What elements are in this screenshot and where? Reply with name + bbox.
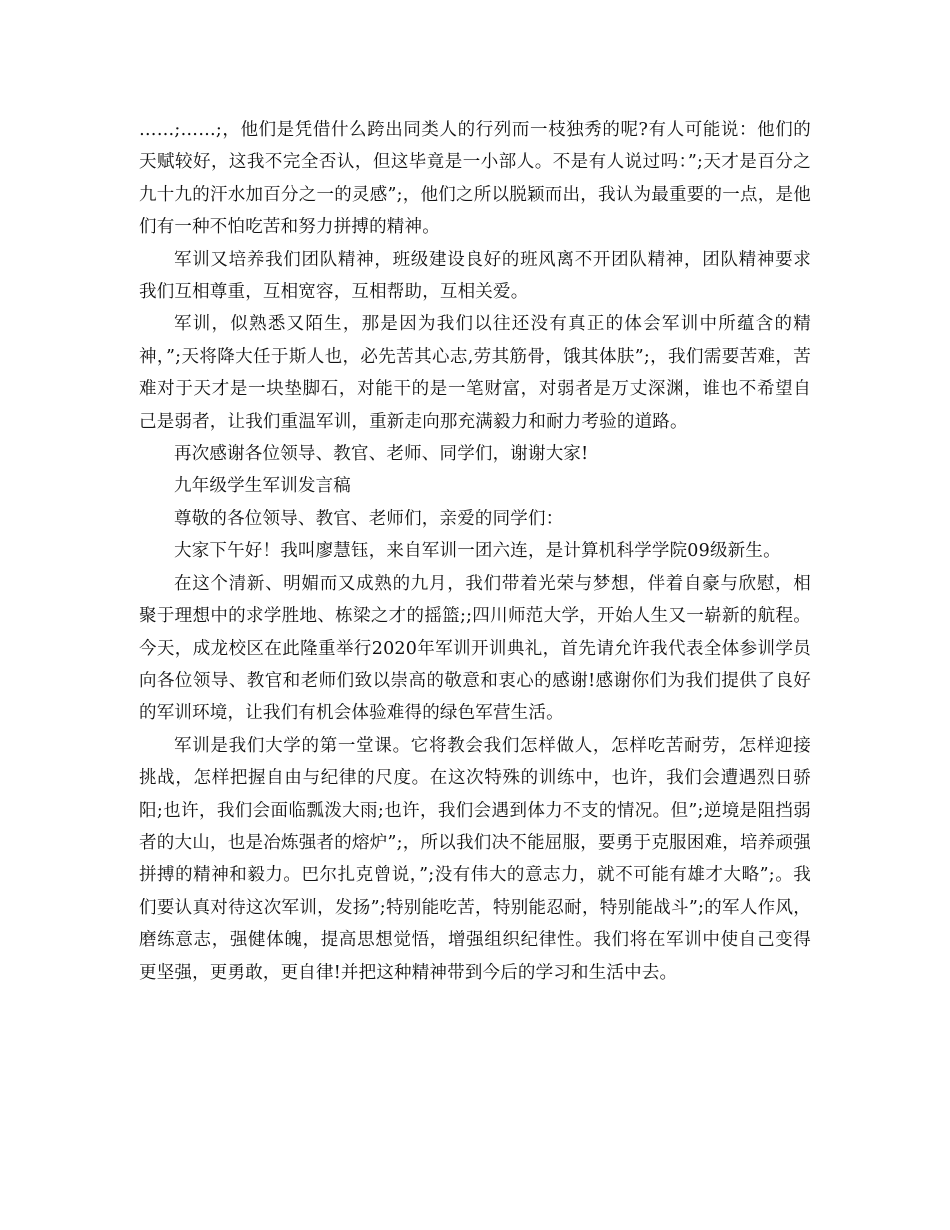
- paragraph-thanks: 再次感谢各位领导、教官、老师、同学们，谢谢大家!: [174, 444, 589, 465]
- paragraph-continuation: ……;……;，他们是凭借什么跨出同类人的行列而一枝独秀的呢?有人可能说：他们的天赋较好，这我不完全否认，但这毕竟是一小部人。不是有人说过吗：”;天才是百分之九十九的汗水加百分之一的灵感”;，他们之所以脱颖而出，我认为最重要的一点，是他们有一种不怕吃苦和努力拼搏的精神。: [139, 120, 811, 238]
- document-body: [139, 114, 811, 989]
- speech-salutation: 尊敬的各位领导、教官、老师们，亲爱的同学们：: [174, 508, 564, 529]
- speech-greeting: 大家下午好！我叫廖慧钰，来自军训一团六连，是计算机科学学院09级新生。: [174, 541, 781, 562]
- paragraph-september: 在这个清新、明媚而又成熟的九月，我们带着光荣与梦想，伴着自豪与欣慰，相聚于理想中的求学胜地、栋梁之才的摇篮;;四川师范大学，开始人生又一崭新的航程。今天，成龙校区在此隆重举行2020年军训开训典礼，首先请允许我代表全体参训学员向各位领导、教官和老师们致以崇高的敬意和衷心的感谢!感谢你们为我们提供了良好的军训环境，让我们有机会体验难得的绿色军营生活。: [139, 573, 811, 724]
- paragraph-first-lesson: 军训是我们大学的第一堂课。它将教会我们怎样做人，怎样吃苦耐劳，怎样迎接挑战，怎样把握自由与纪律的尺度。在这次特殊的训练中，也许，我们会遭遇烈日骄阳;也许，我们会面临瓢泼大雨;也许，我们会遇到体力不支的情况。但”;逆境是阻挡弱者的大山，也是冶炼强者的熔炉”;，所以我们决不能屈服，要勇于克服困难，培养顽强拼搏的精神和毅力。巴尔扎克曾说，”;没有伟大的意志力，就不可能有雄才大略”;。我们要认真对待这次军训，发扬”;特别能吃苦，特别能忍耐，特别能战斗”;的军人作风，磨练意志，强健体魄，提高思想觉悟，增强组织纪律性。我们将在军训中使自己变得更坚强，更勇敢，更自律!并把这种精神带到今后的学习和生活中去。: [139, 735, 811, 983]
- paragraph-team-spirit: 军训又培养我们团队精神，班级建设良好的班风离不开团队精神，团队精神要求我们互相尊重，互相宽容，互相帮助，互相关爱。: [139, 249, 811, 303]
- speech-title: 九年级学生军训发言稿: [174, 476, 351, 497]
- paragraph-military-training-spirit: 军训，似熟悉又陌生，那是因为我们以往还没有真正的体会军训中所蕴含的精神，”;天将降大任于斯人也，必先苦其心志,劳其筋骨，饿其体肤”;，我们需要苦难，苦难对于天才是一块垫脚石，对能干的是一笔财富，对弱者是万丈深渊，谁也不希望自己是弱者，让我们重温军训，重新走向那充满毅力和耐力考验的道路。: [139, 314, 811, 432]
